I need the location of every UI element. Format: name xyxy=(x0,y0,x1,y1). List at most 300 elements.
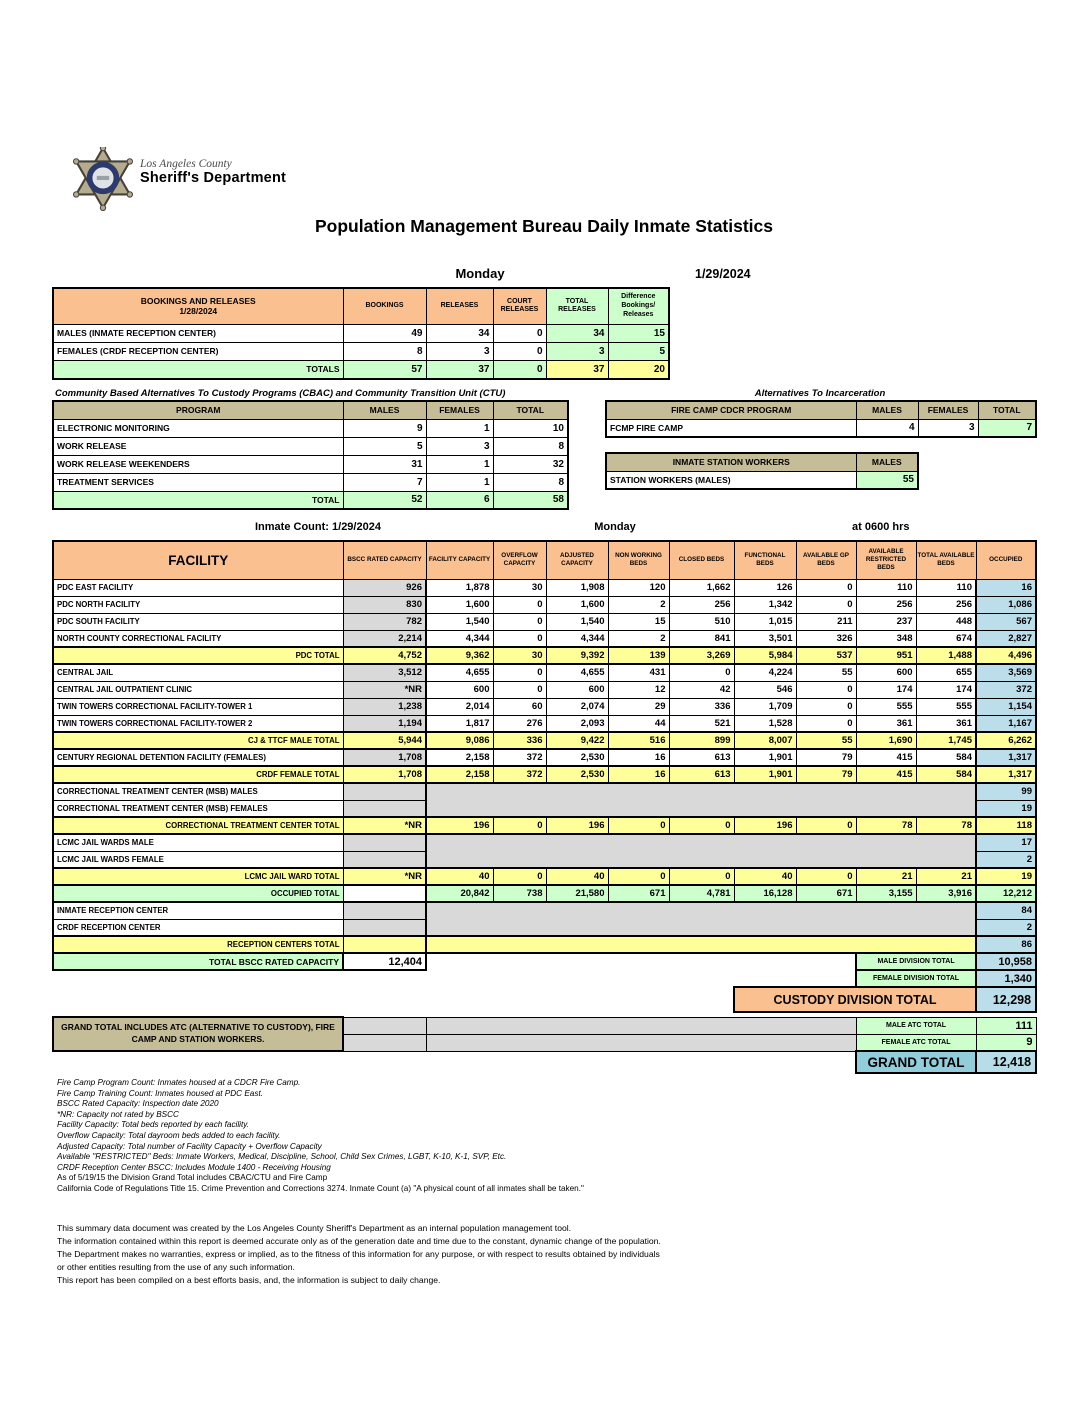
facility-merged-yellow xyxy=(426,936,976,953)
station-label: STATION WORKERS (MALES) xyxy=(606,471,856,489)
cbac-section-title: Community Based Alternatives To Custody Programs (CBAC) and Community Transition Unit (CTU) xyxy=(55,388,506,399)
logo-county-label: Los Angeles County xyxy=(140,158,232,170)
facility-value: 671 xyxy=(796,885,856,902)
atc-gray-cell xyxy=(343,1034,426,1051)
cbac-value: 3 xyxy=(426,437,493,455)
facility-value: 196 xyxy=(426,817,493,834)
firecamp-value: 4 xyxy=(856,419,918,437)
bookings-value: 8 xyxy=(343,342,426,360)
footnote-line: Facility Capacity: Total beds reported by each facility. xyxy=(57,1120,250,1130)
facility-value: 555 xyxy=(856,698,916,715)
facility-value: 4,655 xyxy=(426,664,493,681)
facility-value: 0 xyxy=(493,630,546,647)
facility-value: 1,690 xyxy=(856,732,916,749)
cbac-value: 9 xyxy=(343,419,426,437)
facility-value: 0 xyxy=(493,664,546,681)
atc-gray-cell xyxy=(343,1017,426,1034)
custody-division-value: 12,298 xyxy=(976,987,1036,1012)
male-division-value: 10,958 xyxy=(976,953,1036,970)
facility-row xyxy=(53,613,1036,630)
facility-row xyxy=(53,902,1036,919)
facility-occupied: 19 xyxy=(976,800,1036,817)
firecamp-value: 7 xyxy=(978,419,1036,437)
female-atc-label: FEMALE ATC TOTAL xyxy=(856,1034,976,1051)
facility-row xyxy=(53,868,1036,885)
female-atc-value: 9 xyxy=(976,1034,1036,1051)
grand-total-table xyxy=(52,1016,1037,1074)
facility-value: 0 xyxy=(796,579,856,596)
facility-label: NORTH COUNTY CORRECTIONAL FACILITY xyxy=(53,630,343,647)
cbac-program-label: WORK RELEASE WEEKENDERS xyxy=(53,455,343,473)
cbac-column-header: PROGRAM xyxy=(53,401,343,419)
facility-label: INMATE RECEPTION CENTER xyxy=(53,902,343,919)
atc-gray-merged xyxy=(426,1017,856,1034)
facility-column-header: AVAILABLE RESTRICTED BEDS xyxy=(856,541,916,579)
facility-value: 899 xyxy=(669,732,734,749)
facility-value: 0 xyxy=(608,868,669,885)
cbac-row xyxy=(53,419,568,437)
facility-value: 600 xyxy=(426,681,493,698)
bookings-value: 3 xyxy=(546,342,608,360)
facility-row xyxy=(53,579,1036,596)
facility-value: 16,128 xyxy=(734,885,796,902)
cbac-column-header: MALES xyxy=(343,401,426,419)
facility-value: 1,817 xyxy=(426,715,493,732)
facility-value: 448 xyxy=(916,613,976,630)
facility-value: 40 xyxy=(546,868,608,885)
footnote-line: California Code of Regulations Title 15. Crime Prevention and Corrections 3274. Inmate Count (a) "A physical count of all inmates shall be taken." xyxy=(57,1183,584,1193)
facility-column-header: NON WORKING BEDS xyxy=(608,541,669,579)
facility-column-header: AVAILABLE GP BEDS xyxy=(796,541,856,579)
facility-value: 613 xyxy=(669,749,734,766)
facility-value: 79 xyxy=(796,766,856,783)
bookings-value: 49 xyxy=(343,324,426,342)
cbac-row xyxy=(53,437,568,455)
grand-total-note-label: GRAND TOTAL INCLUDES ATC (ALTERNATIVE TO CUSTODY), FIRE CAMP AND STATION WORKERS. xyxy=(53,1017,343,1051)
facility-value: 516 xyxy=(608,732,669,749)
facility-value: 0 xyxy=(796,817,856,834)
facility-bscc: 4,752 xyxy=(343,647,426,664)
footnote-line: Overflow Capacity: Total dayroom beds added to each facility. xyxy=(57,1130,281,1140)
facility-row xyxy=(53,834,1036,851)
facility-bscc: *NR xyxy=(343,681,426,698)
facility-row xyxy=(53,681,1036,698)
facility-label: CENTRAL JAIL OUTPATIENT CLINIC xyxy=(53,681,343,698)
atc-gray-merged xyxy=(426,1034,856,1051)
facility-value: 4,655 xyxy=(546,664,608,681)
facility-bscc: 1,194 xyxy=(343,715,426,732)
table-cell xyxy=(53,987,734,1012)
facility-bscc: 782 xyxy=(343,613,426,630)
table-cell xyxy=(426,953,856,970)
cbac-value: 1 xyxy=(426,419,493,437)
facility-value: 4,344 xyxy=(546,630,608,647)
inmate-count-prefix: Inmate Count: xyxy=(255,521,329,533)
bookings-totals-label: TOTALS xyxy=(53,360,343,379)
facility-column-header: TOTAL AVAILABLE BEDS xyxy=(916,541,976,579)
facility-value: 4,781 xyxy=(669,885,734,902)
facility-value: 2,158 xyxy=(426,766,493,783)
custody-division-row xyxy=(53,987,1036,1012)
bookings-value: 34 xyxy=(426,324,493,342)
cbac-column-header: FEMALES xyxy=(426,401,493,419)
facility-occupied: 1,086 xyxy=(976,596,1036,613)
cbac-value: 1 xyxy=(426,455,493,473)
facility-value: 1,709 xyxy=(734,698,796,715)
firecamp-header-row xyxy=(606,401,1036,419)
bookings-value: 15 xyxy=(608,324,669,342)
cbac-program-label: ELECTRONIC MONITORING xyxy=(53,419,343,437)
bookings-subtitle: 1/28/2024 xyxy=(179,306,218,317)
facility-value: 0 xyxy=(608,817,669,834)
bscc-capacity-row xyxy=(53,953,1036,970)
facility-occupied: 1,154 xyxy=(976,698,1036,715)
facility-column-header: FUNCTIONAL BEDS xyxy=(734,541,796,579)
bookings-column-header: Difference Bookings/ Releases xyxy=(608,288,669,324)
facility-value: 1,908 xyxy=(546,579,608,596)
facility-value: 44 xyxy=(608,715,669,732)
facility-occupied: 1,167 xyxy=(976,715,1036,732)
facility-value: 16 xyxy=(608,749,669,766)
facility-column-header: CLOSED BEDS xyxy=(669,541,734,579)
cbac-value: 8 xyxy=(493,473,568,491)
bookings-total-value: 37 xyxy=(426,360,493,379)
facility-occupied: 99 xyxy=(976,783,1036,800)
facility-value: 372 xyxy=(493,766,546,783)
facility-value: 30 xyxy=(493,647,546,664)
facility-occupied: 16 xyxy=(976,579,1036,596)
facility-row xyxy=(53,936,1036,953)
facility-value: 9,362 xyxy=(426,647,493,664)
facility-occupied: 6,262 xyxy=(976,732,1036,749)
facility-value: 256 xyxy=(916,596,976,613)
facility-column-header: OVERFLOW CAPACITY xyxy=(493,541,546,579)
bookings-column-header: TOTAL RELEASES xyxy=(546,288,608,324)
disclaimer-line: or other entities resulting from the use of any such information. xyxy=(57,1262,295,1272)
male-atc-label: MALE ATC TOTAL xyxy=(856,1017,976,1034)
facility-value: 174 xyxy=(916,681,976,698)
footnote-line: *NR: Capacity not rated by BSCC xyxy=(57,1109,179,1119)
footnote-line: Available "RESTRICTED" Beds: Inmate Workers, Medical, Discipline, School, Child Sex Crimes, LGBT, K-10, K-1, SVP, Etc. xyxy=(57,1152,507,1162)
facility-value: 78 xyxy=(856,817,916,834)
facility-row xyxy=(53,783,1036,800)
bookings-row-label: FEMALES (CRDF RECEPTION CENTER) xyxy=(53,342,343,360)
disclaimer-line: This report has been compiled on a best efforts basis, and, the information is subject to daily change. xyxy=(57,1275,441,1285)
facility-total-label: CRDF FEMALE TOTAL xyxy=(53,766,343,783)
facility-value: 415 xyxy=(856,749,916,766)
bookings-row xyxy=(53,324,669,342)
facility-value: 174 xyxy=(856,681,916,698)
facility-row xyxy=(53,647,1036,664)
footnote-line: Adjusted Capacity: Total number of Facility Capacity + Overflow Capacity xyxy=(57,1141,322,1151)
bookings-totals-row xyxy=(53,360,669,379)
facility-row xyxy=(53,749,1036,766)
facility-bscc xyxy=(343,902,426,919)
facility-value: 139 xyxy=(608,647,669,664)
facility-value: 2,074 xyxy=(546,698,608,715)
cbac-value: 5 xyxy=(343,437,426,455)
facility-value: 9,086 xyxy=(426,732,493,749)
facility-value: 1,342 xyxy=(734,596,796,613)
facility-value: 55 xyxy=(796,732,856,749)
facility-value: 951 xyxy=(856,647,916,664)
facility-merged-gray xyxy=(426,902,976,936)
facility-value: 126 xyxy=(734,579,796,596)
facility-value: 211 xyxy=(796,613,856,630)
facility-value: 3,916 xyxy=(916,885,976,902)
bookings-table xyxy=(52,287,670,380)
station-header-row xyxy=(606,453,918,471)
facility-value: 0 xyxy=(669,868,734,885)
facility-occupied: 118 xyxy=(976,817,1036,834)
bookings-column-header: COURT RELEASES xyxy=(493,288,546,324)
facility-label: PDC EAST FACILITY xyxy=(53,579,343,596)
facility-value: 372 xyxy=(493,749,546,766)
facility-label: CRDF RECEPTION CENTER xyxy=(53,919,343,936)
facility-value: 1,878 xyxy=(426,579,493,596)
facility-total-label: RECEPTION CENTERS TOTAL xyxy=(53,936,343,953)
facility-label: PDC NORTH FACILITY xyxy=(53,596,343,613)
disclaimer-line: This summary data document was created by the Los Angeles County Sheriff's Department as an internal population management tool. xyxy=(57,1223,572,1233)
firecamp-table xyxy=(605,400,1037,438)
facility-value: 5,984 xyxy=(734,647,796,664)
cbac-total-value: 58 xyxy=(493,491,568,509)
facility-row xyxy=(53,630,1036,647)
facility-value: 361 xyxy=(916,715,976,732)
facility-row xyxy=(53,732,1036,749)
facility-total-label: LCMC JAIL WARD TOTAL xyxy=(53,868,343,885)
bookings-column-header: BOOKINGS xyxy=(343,288,426,324)
facility-value: 9,392 xyxy=(546,647,608,664)
facility-occupied: 2 xyxy=(976,919,1036,936)
facility-value: 256 xyxy=(856,596,916,613)
facility-merged-gray xyxy=(426,783,976,817)
logo-text xyxy=(140,158,286,186)
station-row xyxy=(606,471,918,489)
footnote-line: Fire Camp Training Count: Inmates housed at PDC East. xyxy=(57,1088,263,1098)
station-column-header: INMATE STATION WORKERS xyxy=(606,453,856,471)
station-value: 55 xyxy=(856,471,918,489)
facility-value: 1,901 xyxy=(734,766,796,783)
facility-value: 537 xyxy=(796,647,856,664)
facility-value: 0 xyxy=(796,868,856,885)
firecamp-column-header: MALES xyxy=(856,401,918,419)
bscc-capacity-value: 12,404 xyxy=(343,953,426,970)
cbac-value: 31 xyxy=(343,455,426,473)
firecamp-row xyxy=(606,419,1036,437)
facility-row xyxy=(53,664,1036,681)
facility-value: 600 xyxy=(546,681,608,698)
cbac-table xyxy=(52,400,569,510)
bookings-value: 3 xyxy=(426,342,493,360)
facility-value: 0 xyxy=(493,596,546,613)
disclaimer xyxy=(57,1222,661,1287)
cbac-totals-row xyxy=(53,491,568,509)
facility-header-row xyxy=(53,541,1036,579)
facility-value: 110 xyxy=(856,579,916,596)
cbac-value: 32 xyxy=(493,455,568,473)
firecamp-column-header: FEMALES xyxy=(918,401,978,419)
facility-occupied: 12,212 xyxy=(976,885,1036,902)
facility-value: 1,662 xyxy=(669,579,734,596)
facility-occupied: 17 xyxy=(976,834,1036,851)
cbac-value: 10 xyxy=(493,419,568,437)
facility-value: 0 xyxy=(493,613,546,630)
facility-value: 196 xyxy=(546,817,608,834)
female-division-row xyxy=(53,970,1036,987)
facility-bscc: *NR xyxy=(343,868,426,885)
facility-column-header: ADJUSTED CAPACITY xyxy=(546,541,608,579)
facility-value: 16 xyxy=(608,766,669,783)
facility-value: 584 xyxy=(916,766,976,783)
facility-value: 196 xyxy=(734,817,796,834)
bookings-total-value: 0 xyxy=(493,360,546,379)
facility-bscc xyxy=(343,783,426,800)
facility-value: 1,488 xyxy=(916,647,976,664)
facility-value: 79 xyxy=(796,749,856,766)
cbac-header-row xyxy=(53,401,568,419)
facility-label: CORRECTIONAL TREATMENT CENTER (MSB) FEMALES xyxy=(53,800,343,817)
facility-merged-gray xyxy=(426,834,976,868)
facility-label: LCMC JAIL WARDS MALE xyxy=(53,834,343,851)
facility-value: 2 xyxy=(608,630,669,647)
facility-value: 120 xyxy=(608,579,669,596)
facility-occupied: 1,317 xyxy=(976,766,1036,783)
firecamp-value: 3 xyxy=(918,419,978,437)
cbac-value: 1 xyxy=(426,473,493,491)
facility-value: 15 xyxy=(608,613,669,630)
facility-value: 3,269 xyxy=(669,647,734,664)
facility-value: 0 xyxy=(796,681,856,698)
facility-bscc xyxy=(343,936,426,953)
facility-value: 21 xyxy=(856,868,916,885)
facility-column-header: FACILITY xyxy=(53,541,343,579)
firecamp-column-header: FIRE CAMP CDCR PROGRAM xyxy=(606,401,856,419)
facility-row xyxy=(53,596,1036,613)
bookings-row xyxy=(53,342,669,360)
facility-value: 60 xyxy=(493,698,546,715)
facility-occupied: 4,496 xyxy=(976,647,1036,664)
facility-value: 21,580 xyxy=(546,885,608,902)
facility-value: 1,600 xyxy=(426,596,493,613)
male-division-label: MALE DIVISION TOTAL xyxy=(856,953,976,970)
facility-occupied: 2 xyxy=(976,851,1036,868)
facility-value: 1,015 xyxy=(734,613,796,630)
cbac-value: 8 xyxy=(493,437,568,455)
facility-value: 0 xyxy=(796,596,856,613)
inmate-count-time: at 0600 hrs xyxy=(852,521,910,533)
facility-bscc: *NR xyxy=(343,817,426,834)
facility-bscc xyxy=(343,885,426,902)
facility-bscc xyxy=(343,851,426,868)
facility-occupied: 84 xyxy=(976,902,1036,919)
bookings-value: 0 xyxy=(493,342,546,360)
facility-bscc xyxy=(343,919,426,936)
facility-value: 0 xyxy=(669,664,734,681)
bookings-value: 34 xyxy=(546,324,608,342)
facility-value: 2 xyxy=(608,596,669,613)
cbac-total-value: 6 xyxy=(426,491,493,509)
facility-occupied: 2,827 xyxy=(976,630,1036,647)
facility-value: 78 xyxy=(916,817,976,834)
facility-value: 1,600 xyxy=(546,596,608,613)
grand-total-row xyxy=(53,1051,1036,1073)
facility-value: 431 xyxy=(608,664,669,681)
station-workers-table xyxy=(605,452,919,490)
facility-value: 1,540 xyxy=(426,613,493,630)
facility-value: 2,530 xyxy=(546,766,608,783)
facility-value: 3,155 xyxy=(856,885,916,902)
facility-value: 40 xyxy=(734,868,796,885)
facility-value: 546 xyxy=(734,681,796,698)
facility-value: 42 xyxy=(669,681,734,698)
cbac-program-label: WORK RELEASE xyxy=(53,437,343,455)
bookings-column-header: RELEASES xyxy=(426,288,493,324)
bookings-total-value: 57 xyxy=(343,360,426,379)
inmate-count-day: Monday xyxy=(594,521,636,533)
facility-value: 9,422 xyxy=(546,732,608,749)
facility-bscc: 1,238 xyxy=(343,698,426,715)
facility-occupied: 3,569 xyxy=(976,664,1036,681)
facility-value: 2,530 xyxy=(546,749,608,766)
facility-value: 674 xyxy=(916,630,976,647)
report-date: 1/29/2024 xyxy=(695,267,751,281)
facility-value: 276 xyxy=(493,715,546,732)
footnote-line: BSCC Rated Capacity: Inspection date 2020 xyxy=(57,1099,219,1109)
female-division-value: 1,340 xyxy=(976,970,1036,987)
facility-value: 2,158 xyxy=(426,749,493,766)
facility-total-label: OCCUPIED TOTAL xyxy=(53,885,343,902)
facility-value: 655 xyxy=(916,664,976,681)
grand-total-label: GRAND TOTAL xyxy=(856,1051,976,1073)
table-cell xyxy=(53,970,856,987)
facility-bscc xyxy=(343,834,426,851)
bookings-value: 5 xyxy=(608,342,669,360)
facility-value: 600 xyxy=(856,664,916,681)
bookings-row-label: MALES (INMATE RECEPTION CENTER) xyxy=(53,324,343,342)
inmate-count-label xyxy=(255,521,381,533)
facility-value: 510 xyxy=(669,613,734,630)
facility-value: 584 xyxy=(916,749,976,766)
facility-bscc: 1,708 xyxy=(343,766,426,783)
facility-occupied: 19 xyxy=(976,868,1036,885)
cbac-program-label: TREATMENT SERVICES xyxy=(53,473,343,491)
bookings-total-value: 20 xyxy=(608,360,669,379)
facility-column-header: BSCC RATED CAPACITY xyxy=(343,541,426,579)
male-atc-value: 111 xyxy=(976,1017,1036,1034)
facility-value: 21 xyxy=(916,868,976,885)
facility-value: 30 xyxy=(493,579,546,596)
facility-value: 0 xyxy=(669,817,734,834)
facility-value: 555 xyxy=(916,698,976,715)
facility-value: 0 xyxy=(493,868,546,885)
male-atc-row xyxy=(53,1017,1036,1034)
grand-total-value: 12,418 xyxy=(976,1051,1036,1073)
facility-value: 55 xyxy=(796,664,856,681)
facility-bscc: 5,944 xyxy=(343,732,426,749)
division-totals-table xyxy=(52,952,1037,1013)
facility-value: 29 xyxy=(608,698,669,715)
bookings-title-cell xyxy=(53,288,343,324)
bookings-title: BOOKINGS AND RELEASES xyxy=(140,296,256,307)
facility-label: CORRECTIONAL TREATMENT CENTER (MSB) MALES xyxy=(53,783,343,800)
station-column-header: MALES xyxy=(856,453,918,471)
footnote-line: CRDF Reception Center BSCC: Includes Module 1400 - Receiving Housing xyxy=(57,1162,331,1172)
facility-statistics-table xyxy=(52,540,1037,954)
facility-value: 415 xyxy=(856,766,916,783)
facility-row xyxy=(53,885,1036,902)
facility-value: 0 xyxy=(796,698,856,715)
